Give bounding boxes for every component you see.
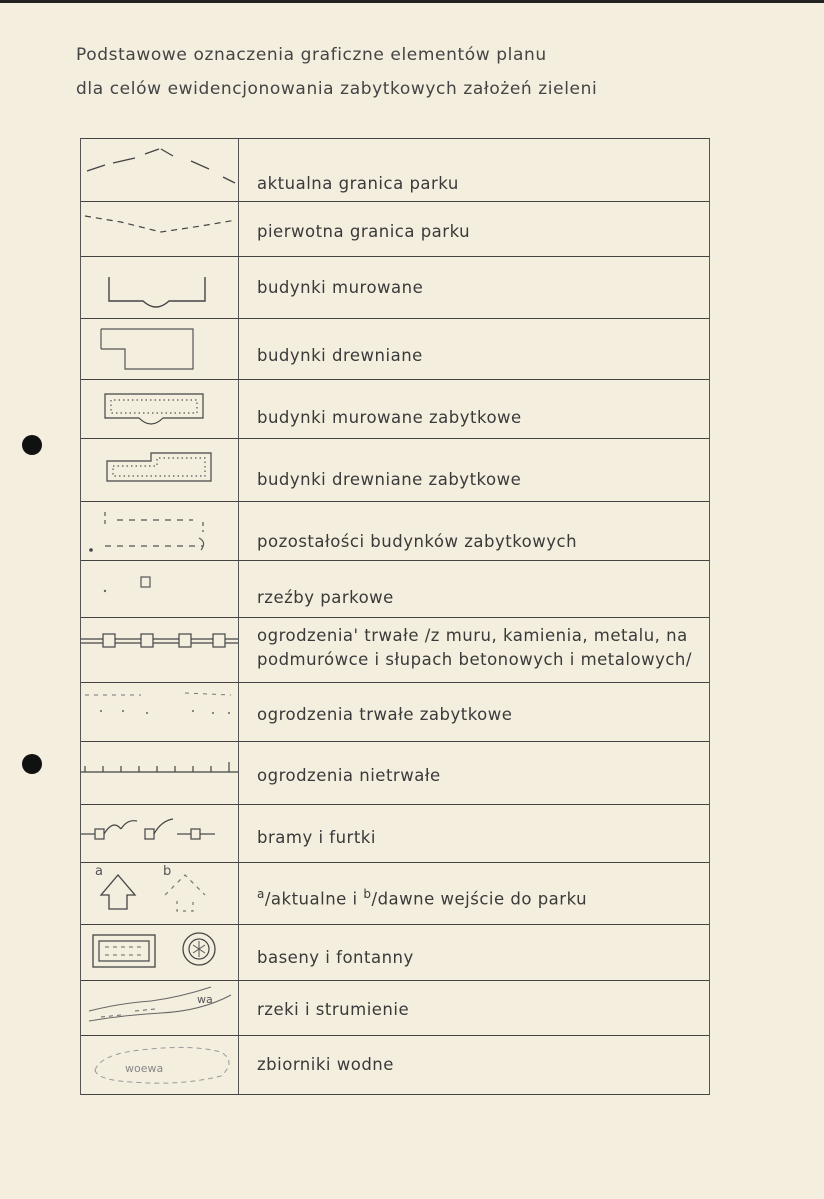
original-boundary-icon <box>81 202 238 256</box>
legend-row <box>81 439 709 502</box>
legend-label-line-1: ogrodzenia' trwałe /z muru, kamienia, metalu, na <box>257 626 688 645</box>
legend-label <box>257 618 703 682</box>
permanent-fence-icon <box>81 618 238 682</box>
entrance-prefix-b: b <box>363 886 372 901</box>
legend-label: budynki murowane <box>257 277 424 297</box>
legend-row <box>81 925 709 981</box>
legend-label <box>257 863 703 924</box>
legend-row <box>81 683 709 742</box>
entrance-mid: /aktualne i <box>264 889 364 909</box>
reservoir-symbol-text: woewa <box>125 1062 164 1075</box>
legend-row <box>81 981 709 1036</box>
legend-row <box>81 319 709 380</box>
legend-label: budynki drewniane <box>257 346 423 365</box>
top-edge-line <box>0 0 824 3</box>
historic-brick-building-icon <box>81 380 238 438</box>
legend-row <box>81 380 709 439</box>
temporary-fence-icon <box>81 742 238 804</box>
legend-label: budynki drewniane zabytkowe <box>257 470 522 489</box>
title-line-1: Podstawowe oznaczenia graficzne elementów planu <box>76 45 547 65</box>
original-boundary-symbol <box>81 202 239 256</box>
historic-wooden-building-symbol <box>81 439 239 501</box>
brick-building-symbol <box>81 257 239 318</box>
historic-fence-icon <box>81 683 238 741</box>
entrance-prefix-a: a <box>257 886 265 901</box>
building-remains-icon <box>81 502 238 560</box>
title-line-2: dla celów ewidencjonowania zabytkowych założeń zieleni <box>76 79 598 99</box>
legend-label: pierwotna granica parku <box>257 222 471 241</box>
current-boundary-symbol <box>81 139 239 201</box>
building-remains-symbol <box>81 502 239 560</box>
legend-row <box>81 502 709 561</box>
legend-row <box>81 139 709 202</box>
river-symbol-text: wa <box>197 993 213 1006</box>
legend-row <box>81 202 709 257</box>
legend-row <box>81 863 709 925</box>
legend-table <box>80 138 710 1095</box>
wooden-building-symbol <box>81 319 239 379</box>
historic-wooden-building-icon <box>81 439 238 501</box>
rivers-streams-icon <box>81 981 238 1035</box>
sculpture-icon <box>81 561 238 617</box>
wooden-building-icon <box>81 319 238 379</box>
page-title <box>76 38 716 106</box>
brick-building-icon <box>81 257 238 318</box>
gates-symbol <box>81 805 239 862</box>
binder-hole-top <box>22 435 42 455</box>
permanent-fence-symbol <box>81 618 239 682</box>
legend-row <box>81 257 709 319</box>
entrance-b-letter: b <box>163 864 172 879</box>
legend-label: pozostałości budynków zabytkowych <box>257 532 578 551</box>
rivers-symbol <box>81 981 239 1035</box>
binder-hole-bottom <box>22 754 42 774</box>
sculpture-symbol <box>81 561 239 617</box>
legend-label-line-2: podmurówce i słupach betonowych i metalowych/ <box>257 650 692 669</box>
legend-label: rzeki i strumienie <box>257 1000 410 1019</box>
entrance-icon <box>81 863 238 924</box>
legend-row <box>81 618 709 683</box>
historic-fence-symbol <box>81 683 239 741</box>
water-reservoir-icon <box>81 1036 238 1094</box>
temporary-fence-symbol <box>81 742 239 804</box>
historic-brick-building-symbol <box>81 380 239 438</box>
legend-label: ogrodzenia nietrwałe <box>257 766 441 785</box>
legend-label: aktualna granica parku <box>257 174 459 193</box>
pools-fountain-icon <box>81 925 238 980</box>
legend-label: bramy i furtki <box>257 827 376 847</box>
legend-label: zbiorniki wodne <box>257 1055 394 1074</box>
pools-symbol <box>81 925 239 980</box>
legend-row <box>81 805 709 863</box>
entrance-rest: /dawne wejście do parku <box>371 889 588 909</box>
reservoirs-symbol <box>81 1036 239 1094</box>
gates-icon <box>81 805 238 862</box>
legend-label: rzeźby parkowe <box>257 588 394 607</box>
current-boundary-icon <box>81 139 238 201</box>
legend-row <box>81 742 709 805</box>
legend-row <box>81 1036 709 1095</box>
legend-label: ogrodzenia trwałe zabytkowe <box>257 705 513 724</box>
entrance-a-letter: a <box>95 864 103 879</box>
legend-label: baseny i fontanny <box>257 947 414 967</box>
legend-row <box>81 561 709 618</box>
legend-label: budynki murowane zabytkowe <box>257 408 522 427</box>
entrance-symbol <box>81 863 239 924</box>
